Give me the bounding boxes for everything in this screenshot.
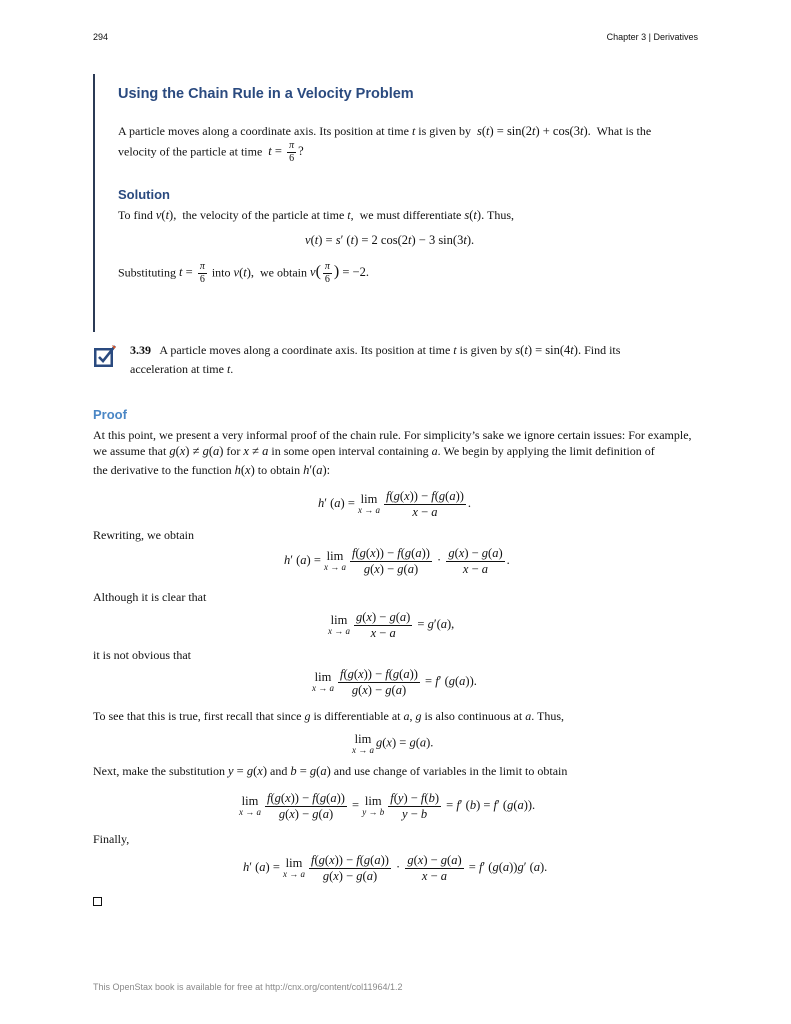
chapter-title: Chapter 3 | Derivatives (606, 32, 698, 42)
checkpoint-number: 3.39 (130, 343, 151, 357)
solution-text-b: the velocity of the particle at time (182, 208, 345, 222)
checkpoint-text-b: is given by (459, 343, 513, 357)
checkpoint-text: 3.39 A particle moves along a coordinate axis. Its position at time t is given by s(t) = sin(4t). Find its acceleration at time t. (130, 343, 621, 376)
checkpoint-text-2: acceleration at time (130, 362, 224, 376)
to-see-text-b: is differentiable at (313, 709, 401, 723)
example-rule (93, 74, 95, 332)
checkpoint-text-c: Find its (584, 343, 621, 357)
checkpoint-text-a: A particle moves along a coordinate axis. Its position at time (159, 343, 451, 357)
to-see-text-a: To see that this is true, first recall that since (93, 709, 302, 723)
equation-change-of-variables: lim x → a $\frac{f(g(x)) - f(g(a))}{g(x) - g(a)}$ = lim y → b $\frac{f(y) - f(b)}{y - b}$ = f′ (b) = f′ (g(a)). (239, 791, 536, 821)
solution-text-d: Thus, (487, 208, 514, 222)
finally-text: Finally, (93, 832, 130, 846)
subst-text-b: into (211, 265, 231, 280)
problem-text-2: velocity of the particle at time (118, 144, 263, 159)
proof-heading: Proof (93, 407, 127, 422)
proof-text-2a: we assume that (93, 444, 167, 458)
checkpoint-icon (93, 344, 117, 368)
to-see-text-d: Thus, (536, 709, 564, 723)
velocity-equation: v(t) = s′ (t) = 2 cos(2t) − 3 sin(3t). (305, 233, 475, 247)
equation-limit-definition: h′ (a) = lim x → a $\frac{f(g(x)) - f(g(a))}{x - a}$ . (318, 489, 472, 519)
equation-g-prime: lim x → a $\frac{g(x) - g(a)}{x - a}$ = g′(a), (328, 610, 455, 640)
page-number: 294 (93, 32, 109, 42)
time-value: t = $\frac{\pi}{6}$ ? (268, 140, 304, 164)
equation-chain-rule: h′ (a) = lim x → a $\frac{f(g(x)) - f(g(a))}{g(x) - g(a)}$ · $\frac{g(x) - g(a)}{x - a}$ = f′ (g(a))g′ (a). (243, 853, 548, 883)
proof-text-3a: the derivative to the function (93, 463, 232, 477)
rewriting-text: Rewriting, we obtain (93, 528, 194, 542)
proof-text-2b: for (226, 444, 241, 458)
not-obvious-text: it is not obvious that (93, 648, 192, 662)
proof-text-3b: to obtain (257, 463, 301, 477)
subst-text-c: we obtain (260, 265, 308, 280)
next-line: Next, make the substitution y = g(x) and b = g(a) and use change of variables in the limit to obtain (93, 764, 568, 778)
example-problem: A particle moves along a coordinate axis. Its position at time t is given by s(t) = sin(2t) + cos(3t). What is the velocity of the particle at time t = $\frac{\pi}{6}$ ? (118, 124, 652, 164)
solution-text-a: To find (118, 208, 153, 222)
equation-continuity: lim x → a g(x) = g(a). (352, 732, 434, 755)
to-see-line: To see that this is true, first recall that since g is differentiable at a, g is also continuous at a. Thus, (93, 709, 564, 723)
qed-box (93, 897, 102, 906)
solution-heading: Solution (118, 187, 170, 202)
although-text: Although it is clear that (93, 590, 207, 604)
solution-text-c: we must differentiate (359, 208, 462, 222)
next-text-b: and (270, 764, 288, 778)
problem-text-1b: is given by (418, 124, 471, 138)
subst-text-a: Substituting (118, 265, 177, 280)
footer-text: This OpenStax book is available for free at http://cnx.org/content/col11964/1.2 (93, 982, 403, 992)
problem-text-1c: What is the (596, 124, 652, 138)
next-text-c: and use change of variables in the limit to obtain (333, 764, 568, 778)
proof-text-2c: in some open interval containing (271, 444, 429, 458)
equation-rewritten: h′ (a) = lim x → a $\frac{f(g(x)) - f(g(a))}{g(x) - g(a)}$ · $\frac{g(x) - g(a)}{x - a}$ . (284, 546, 510, 576)
equation-f-prime: lim x → a $\frac{f(g(x)) - f(g(a))}{g(x) - g(a)}$ = f′ (g(a)). (312, 667, 477, 697)
problem-text-1a: A particle moves along a coordinate axis. Its position at time (118, 124, 409, 138)
example-title: Using the Chain Rule in a Velocity Problem (118, 86, 414, 102)
substitution-line: Substituting t = $\frac{\pi}{6}$ into v(t), we obtain v( $\frac{\pi}{6}$ ) = −2. (118, 261, 369, 285)
next-text-a: Next, make the substitution (93, 764, 225, 778)
position-formula: s(t) = sin(2t) + cos(3t). (476, 124, 591, 138)
proof-text-2d: We begin by applying the limit definition of (443, 444, 655, 458)
to-see-text-c: is also continuous at (424, 709, 523, 723)
proof-text-line-1: At this point, we present a very informal proof of the chain rule. For simplicity’s sake we ignore certain issues: For example, (93, 428, 692, 442)
solution-line-1: To find v(t), the velocity of the particle at time t, we must differentiate s(t). Thus, (118, 208, 514, 222)
proof-paragraph-1: At this point, we present a very informal proof of the chain rule. For simplicity’s sake we ignore certain issues: For example, we assume that g(x) ≠ g(a) for x ≠ a in some open interval containing a. We begin by applying the limit definition of the derivative to the function h(x) to obtain h′(a): (93, 428, 703, 480)
